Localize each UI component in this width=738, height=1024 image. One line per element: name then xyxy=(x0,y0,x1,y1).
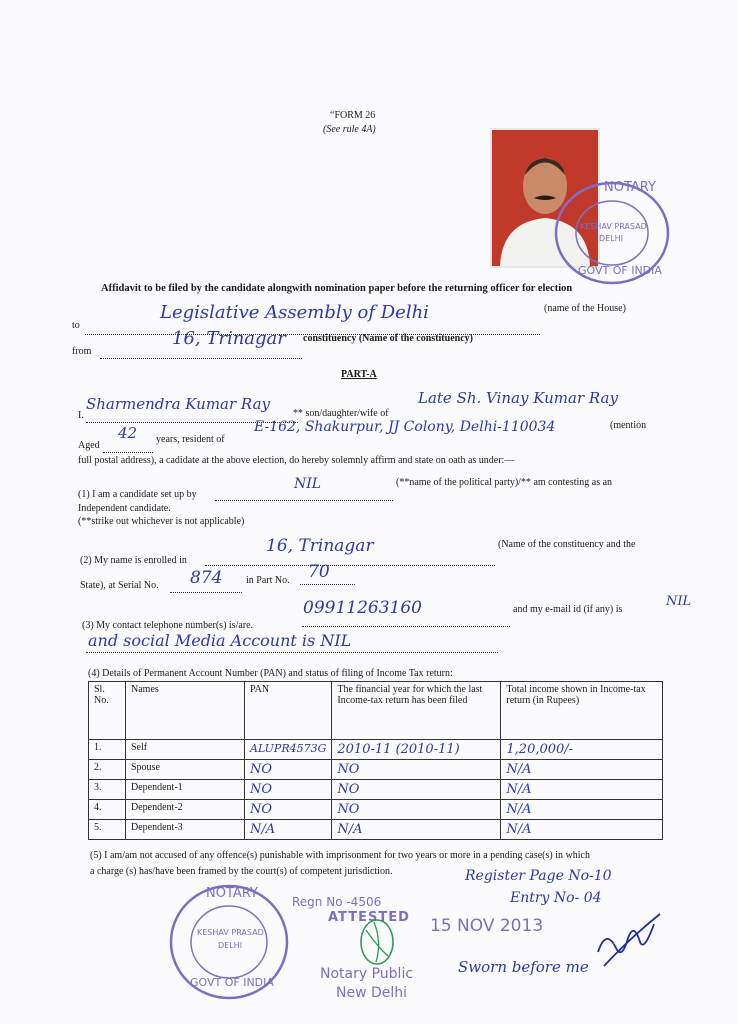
row-year: 2010-11 (2010-11) xyxy=(332,740,501,760)
register-page: Register Page No-10 xyxy=(465,868,612,884)
item1-text-b: (**name of the political party)/** am contesting as an xyxy=(396,477,613,488)
row-year: NO xyxy=(332,800,501,820)
row-income: N/A xyxy=(501,800,663,820)
serial-value: 874 xyxy=(190,568,223,588)
item3-text-a: (3) My contact telephone number(s) is/are. xyxy=(82,620,254,631)
row-sl: 4. xyxy=(89,800,126,820)
form-number: “FORM 26 xyxy=(330,110,376,121)
party-value: NIL xyxy=(294,476,322,492)
row-pan: N/A xyxy=(245,820,332,840)
seal-name: KESHAV PRASAD xyxy=(580,222,647,231)
house-name: Legislative Assembly of Delhi xyxy=(160,302,429,323)
attested-date: 15 NOV 2013 xyxy=(430,916,544,936)
green-signature xyxy=(352,912,402,968)
seal-bottom-city: DELHI xyxy=(218,941,243,950)
item2-text-b: (Name of the constituency and the xyxy=(498,539,636,550)
row-income: N/A xyxy=(501,820,663,840)
table-row xyxy=(89,740,663,760)
row-year: N/A xyxy=(332,820,501,840)
header-income: Total income shown in Income-tax return (in Rupees) xyxy=(501,682,663,740)
row-income: N/A xyxy=(501,760,663,780)
item2-text-a: (2) My name is enrolled in xyxy=(80,555,187,566)
entry-number: Entry No- 04 xyxy=(510,890,602,906)
postal-line: full postal address), a cadidate at the above election, do hereby solemnly affirm and state on oath as under:— xyxy=(78,455,515,466)
form-rule: (See rule 4A) xyxy=(323,124,376,135)
header-names: Names xyxy=(126,682,245,740)
enrolled-constituency: 16, Trinagar xyxy=(266,536,374,556)
notary-seal-bottom xyxy=(166,880,292,1004)
row-pan: NO xyxy=(245,800,332,820)
row-name: Dependent-2 xyxy=(126,800,245,820)
item1-text-a: (1) I am a candidate set up by xyxy=(78,489,197,500)
attested-label: ATTESTED xyxy=(328,910,410,925)
candidate-name: Sharmendra Kumar Ray xyxy=(86,395,270,413)
seal-city: DELHI xyxy=(599,234,624,243)
constituency-label: constituency (Name of the constituency) xyxy=(303,333,473,344)
item2-text-d: in Part No. xyxy=(246,575,290,586)
row-sl: 2. xyxy=(89,760,126,780)
row-name: Dependent-1 xyxy=(126,780,245,800)
email-value: NIL xyxy=(666,594,692,609)
row-year: NO xyxy=(332,780,501,800)
table-row xyxy=(89,820,663,840)
regn-number: Regn No -4506 xyxy=(292,895,382,909)
age-value: 42 xyxy=(118,424,138,442)
row-pan: NO xyxy=(245,760,332,780)
sworn-before: Sworn before me xyxy=(458,958,589,976)
affidavit-heading: Affidavit to be filed by the candidate alongwith nomination paper before the returning officer for election xyxy=(101,283,573,294)
aged-label: Aged xyxy=(78,440,100,451)
pan-table xyxy=(88,681,663,840)
social-value: and social Media Account is NIL xyxy=(88,631,352,650)
item3-text-b: and my e-mail id (if any) is xyxy=(513,604,623,615)
address-value: E-162, Shakurpur, JJ Colony, Delhi-110034 xyxy=(254,419,556,435)
seal-bottom-govt: GOVT OF INDIA xyxy=(190,976,274,989)
row-pan: ALUPR4573G xyxy=(245,740,332,760)
i-label: I. xyxy=(78,410,84,421)
seal-bottom-name: KESHAV PRASAD xyxy=(197,928,264,937)
row-sl: 1. xyxy=(89,740,126,760)
table-row xyxy=(89,800,663,820)
header-year: The financial year for which the last Income-tax return has been filed xyxy=(332,682,501,740)
header-pan: PAN xyxy=(245,682,332,740)
seal-top-label: NOTARY xyxy=(604,180,656,195)
seal-bottom-label: GOVT OF INDIA xyxy=(578,264,662,277)
notary-city: New Delhi xyxy=(336,985,408,1001)
item1-text-c: Independent candidate. xyxy=(78,503,171,514)
row-name: Dependent-3 xyxy=(126,820,245,840)
item5-line1: (5) I am/am not accused of any offence(s) punishable with imprisonment for two years or more in a pending case(s) in which xyxy=(90,850,590,861)
table-row xyxy=(89,760,663,780)
row-name: Self xyxy=(126,740,245,760)
table-row xyxy=(89,780,663,800)
item4-heading: (4) Details of Permanent Account Number (PAN) and status of filing of Income Tax return: xyxy=(88,668,453,679)
notary-public-label: Notary Public xyxy=(320,966,414,982)
row-sl: 5. xyxy=(89,820,126,840)
row-pan: NO xyxy=(245,780,332,800)
row-year: NO xyxy=(332,760,501,780)
notary-seal-top xyxy=(552,178,672,288)
house-label: (name of the House) xyxy=(544,303,626,314)
to-label: to xyxy=(72,320,80,331)
row-sl: 3. xyxy=(89,780,126,800)
notary-signature xyxy=(594,908,664,974)
pan-table-header xyxy=(89,682,663,740)
from-label: from xyxy=(72,346,92,357)
item5-line2: a charge (s) has/have been framed by the court(s) of competent jurisdiction. xyxy=(90,866,393,877)
father-name: Late Sh. Vinay Kumar Ray xyxy=(418,389,618,407)
from-constituency: 16, Trinagar xyxy=(172,328,286,349)
part-a: PART-A xyxy=(341,369,377,380)
mention-label: (mention xyxy=(610,420,647,431)
item1-text-d: (**strike out whichever is not applicable) xyxy=(78,516,245,527)
row-income: 1,20,000/- xyxy=(501,740,663,760)
row-name: Spouse xyxy=(126,760,245,780)
phone-value: 09911263160 xyxy=(303,598,422,618)
item2-text-c: State), at Serial No. xyxy=(80,580,159,591)
relation-label: ** son/daughter/wife of xyxy=(293,408,389,419)
header-sl: Sl. No. xyxy=(89,682,126,740)
row-income: N/A xyxy=(501,780,663,800)
seal-bottom-top-label: NOTARY xyxy=(206,886,258,901)
resident-label: years, resident of xyxy=(156,434,225,445)
part-no-value: 70 xyxy=(308,562,330,582)
